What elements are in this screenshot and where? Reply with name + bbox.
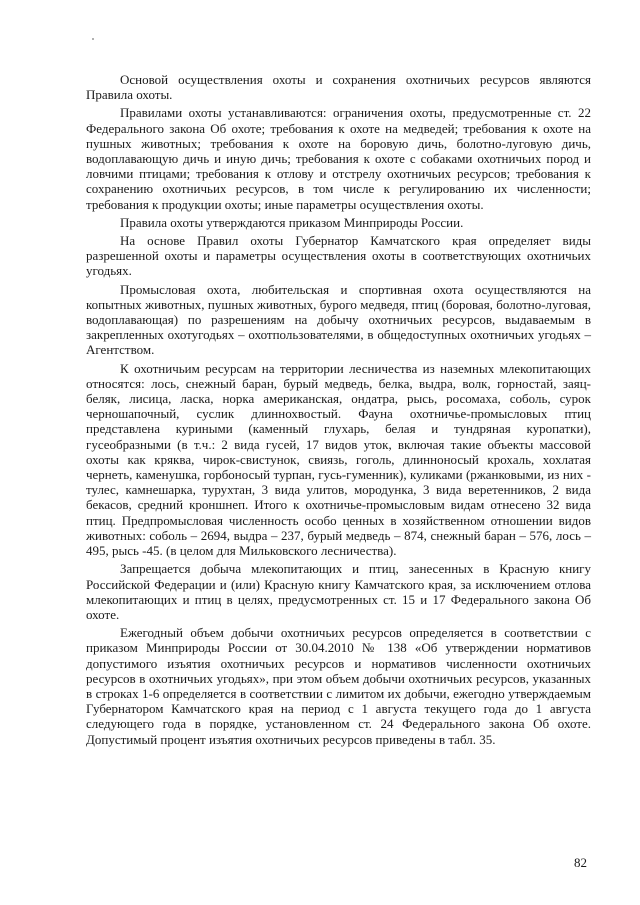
paragraph-governor-rules: На основе Правил охоты Губернатор Камчатского края определяет виды разрешенной охоты и параметры осуществления охоты в соответствующих охотничьих угодьях. — [86, 233, 591, 279]
page-number: 82 — [574, 855, 587, 870]
paragraph-prohibition: Запрещается добыча млекопитающих и птиц, занесенных в Красную книгу Российской Федерации и (или) Красную книгу Камчатского края, за исключением отлова млекопитающих и птиц в целях, предусмотренных ст. 15 и 17 Федерального закона Об охоте. — [86, 561, 591, 622]
page-body — [86, 72, 591, 747]
scan-speck — [92, 38, 94, 40]
paragraph-hunting-basis: Основой осуществления охоты и сохранения охотничьих ресурсов являются Правила охоты. — [86, 72, 591, 103]
paragraph-hunting-resources: К охотничьим ресурсам на территории лесничества из наземных млекопитающих относятся: лось, снежный баран, бурый медведь, белка, выдра, волк, горностай, заяц-беляк, лисица, ласка, норка американская, ондатра, рысь, росомаха, соболь, сурок черношапочный, суслик длиннохвостый. Фауна охотничье-промысловых птиц представлена куриными (каменный глухарь, белая и тундряная куропатки), гусеобразными (в т.ч.: 2 вида гусей, 17 видов уток, включая такие объекты массовой охоты как кряква, чирок-свистунок, свиязь, гоголь, длинноносый крохаль, хохлатая чернеть, каменушка, горбоносый турпан, гусь-гуменник), куликами (ржанковыми, из них - тулес, камнешарка, турухтан, 3 вида улитов, мородунка, 3 вида веретенников, 2 вида бекасов, средний кроншнеп. Итого к охотничье-промысловым видам отнесено 32 вида птиц. Предпромысловая численность особо ценных в хозяйственном отношении видов животных: соболь – 2694, выдра – 237, бурый медведь – 874, снежный баран – 576, лось – 495, рысь -45. (в целом для Мильковского лесничества). — [86, 360, 591, 559]
paragraph-hunting-rules: Правилами охоты устанавливаются: ограничения охоты, предусмотренные ст. 22 Федерального закона Об охоте; требования к охоте на медведей; требования к охоте на пушных животных; требования к охоте на боровую дичь, болотно-луговую дичь, водоплавающую дичь и иную дичь; требования к охоте с собаками охотничьих пород и ловчими птицами; требования к отлову и отстрелу охотничьих ресурсов; требования к сохранению охотничьих ресурсов, в том числе к регулированию их численности; требования к продукции охоты; иные параметры осуществления охоты. — [86, 105, 591, 212]
paragraph-commercial-hunting: Промысловая охота, любительская и спортивная охота осуществляются на копытных животных, пушных животных, бурого медведя, птиц (боровая, болотно-луговая, водоплавающая) по разрешениям на добычу охотничьих ресурсов, выдаваемым в закрепленных охотугодьях – охотпользователями, в общедоступных охотничьих угодьях – Агентством. — [86, 281, 591, 358]
paragraph-annual-volume: Ежегодный объем добычи охотничьих ресурсов определяется в соответствии с приказом Минприроды России от 30.04.2010 № 138 «Об утверждении нормативов допустимого изъятия охотничьих ресурсов и нормативов численности охотничьих ресурсов в охотничьих угодьях», при этом объем добычи охотничьих ресурсов, указанных в строках 1-6 определяется в соответствии с лимитом их добычи, ежегодно утверждаемым Губернатором Камчатского края на период с 1 августа текущего года до 1 августа следующего года в порядке, установленном ст. 24 Федерального закона Об охоте. Допустимый процент изъятия охотничьих ресурсов приведены в табл. 35. — [86, 625, 591, 747]
paragraph-rules-approval: Правила охоты утверждаются приказом Минприроды России. — [120, 214, 464, 230]
